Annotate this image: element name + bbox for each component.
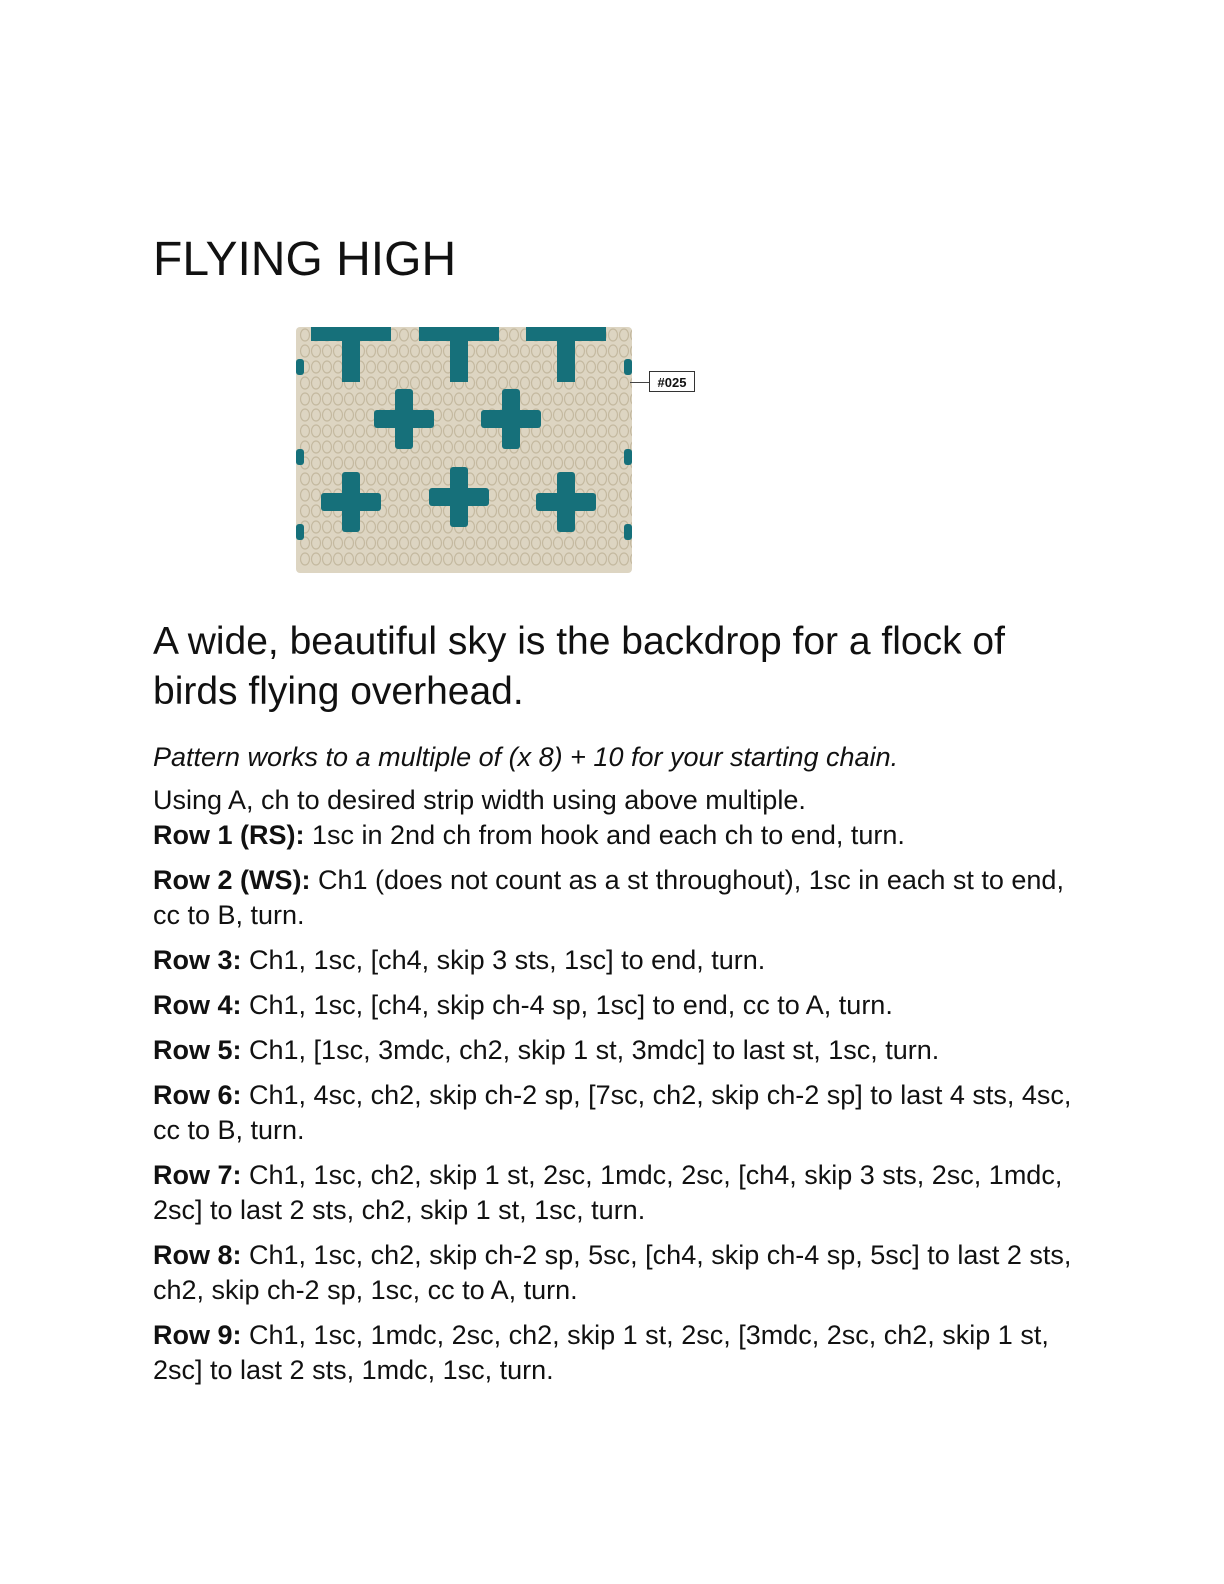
- top-band-motif: [450, 327, 468, 382]
- edge-stitch: [296, 524, 304, 540]
- row-instruction: Ch1, 4sc, ch2, skip ch-2 sp, [7sc, ch2, skip ch-2 sp] to last 4 sts, 4sc, cc to B, turn.: [153, 1080, 1072, 1145]
- row-instruction: Ch1, [1sc, 3mdc, ch2, skip 1 st, 3mdc] to last st, 1sc, turn.: [241, 1035, 940, 1065]
- pattern-instructions: [153, 740, 1073, 1398]
- edge-stitch: [624, 359, 632, 375]
- edge-stitch: [624, 524, 632, 540]
- top-band-motif: [342, 327, 360, 382]
- edge-stitch: [296, 359, 304, 375]
- row-label: Row 9:: [153, 1320, 242, 1350]
- row-instruction: Ch1, 1sc, 1mdc, 2sc, ch2, skip 1 st, 2sc, [3mdc, 2sc, ch2, skip 1 st, 2sc] to last 2 sts, 1mdc, 1sc, turn.: [153, 1320, 1049, 1385]
- pattern-row-7: [153, 1158, 1073, 1228]
- row-label: Row 8:: [153, 1240, 242, 1270]
- row-label: Row 6:: [153, 1080, 242, 1110]
- row-label: Row 7:: [153, 1160, 242, 1190]
- swatch-tag: #025: [649, 371, 695, 392]
- edge-stitch: [624, 449, 632, 465]
- swatch-tag-leader: [630, 382, 649, 383]
- row-instruction: Ch1, 1sc, [ch4, skip ch-4 sp, 1sc] to end, cc to A, turn.: [241, 990, 893, 1020]
- row-instruction: Ch1, 1sc, [ch4, skip 3 sts, 1sc] to end, turn.: [241, 945, 766, 975]
- multiple-note: Pattern works to a multiple of (x 8) + 10 for your starting chain.: [153, 742, 899, 772]
- pattern-row-4: [153, 988, 1073, 1023]
- setup-instruction: Using A, ch to desired strip width using above multiple.: [153, 785, 806, 815]
- row-instruction: Ch1 (does not count as a st throughout), 1sc in each st to end, cc to B, turn.: [153, 865, 1064, 930]
- row-label: Row 2 (WS):: [153, 865, 311, 895]
- edge-stitch: [296, 449, 304, 465]
- pattern-row-1: [153, 818, 1073, 853]
- row-label: Row 3:: [153, 945, 242, 975]
- pattern-row-8: [153, 1238, 1073, 1308]
- top-band-motif: [557, 327, 575, 382]
- page-title: FLYING HIGH: [153, 233, 457, 286]
- pattern-row-6: [153, 1078, 1073, 1148]
- row-label: Row 5:: [153, 1035, 242, 1065]
- swatch-photo: [296, 327, 632, 573]
- intro-text: A wide, beautiful sky is the backdrop for a flock of birds flying overhead.: [153, 620, 1005, 713]
- row-instruction: Ch1, 1sc, ch2, skip ch-2 sp, 5sc, [ch4, skip ch-4 sp, 5sc] to last 2 sts, ch2, skip ch-2 sp, 1sc, cc to A, turn.: [153, 1240, 1072, 1305]
- row-label: Row 1 (RS):: [153, 820, 305, 850]
- pattern-row-2: [153, 863, 1073, 933]
- row-list: [153, 818, 1073, 1388]
- row-label: Row 4:: [153, 990, 242, 1020]
- pattern-row-3: [153, 943, 1073, 978]
- swatch-image: [296, 327, 632, 573]
- row-instruction: Ch1, 1sc, ch2, skip 1 st, 2sc, 1mdc, 2sc, [ch4, skip 3 sts, 2sc, 1mdc, 2sc] to last 2 sts, ch2, skip 1 st, 1sc, turn.: [153, 1160, 1063, 1225]
- pattern-row-5: [153, 1033, 1073, 1068]
- row-instruction: 1sc in 2nd ch from hook and each ch to end, turn.: [304, 820, 905, 850]
- pattern-row-9: [153, 1318, 1073, 1388]
